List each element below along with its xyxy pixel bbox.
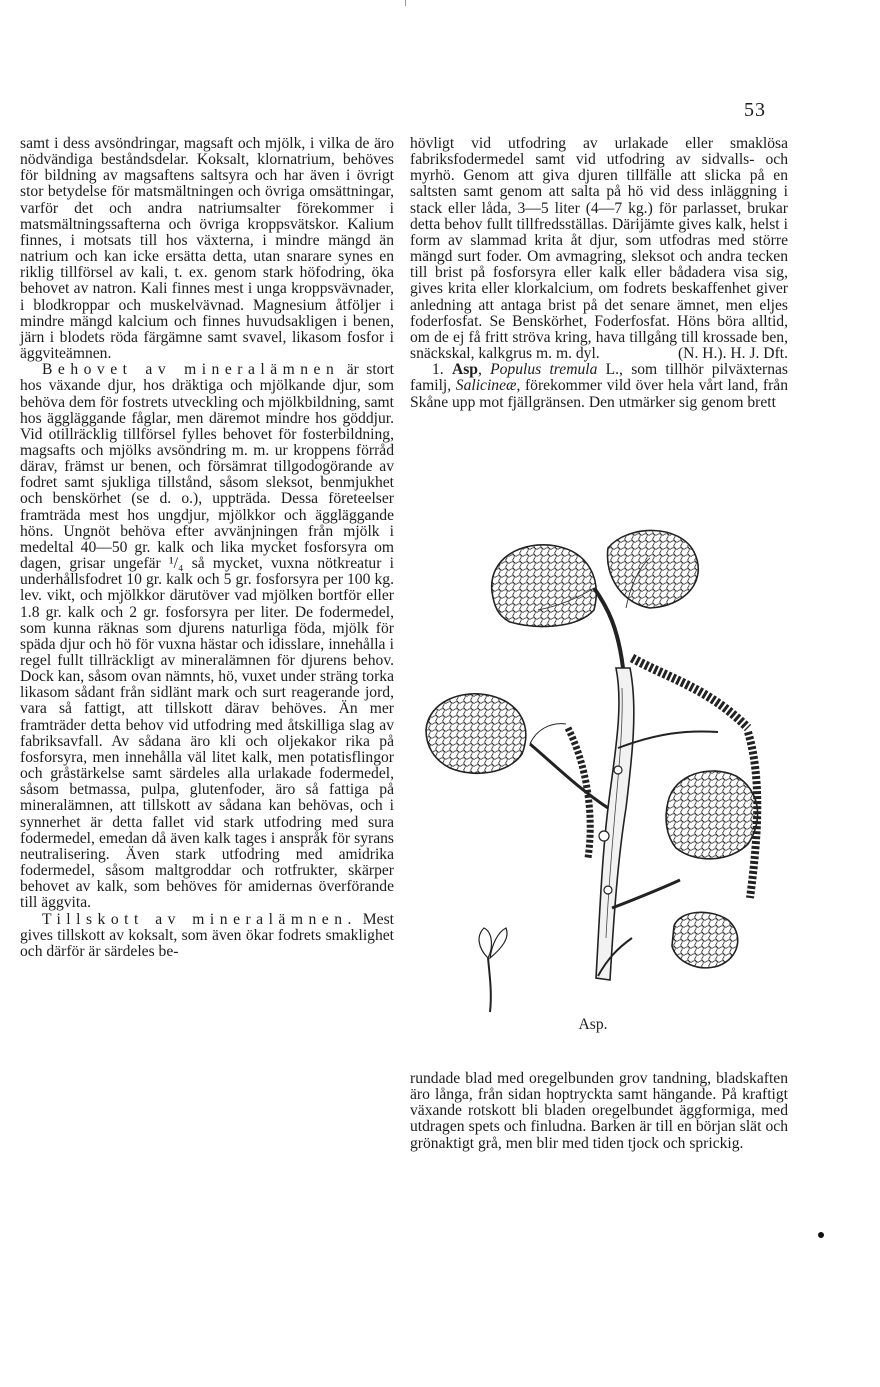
leaves	[426, 530, 758, 967]
paragraph-mineral-supplement-body: Mest gives tillskott av koksalt, som även ökar fodrets smaklighet och därför är särdeles be-	[20, 910, 394, 960]
paragraph-continuation-body: hövligt vid utfodring av urlakade eller smaklösa fabriksfodermedel samt vid utfodring av sidvalls- och myrhö. Genom att giva djuren tillfälle att slicka på en saltsten samt genom att salta på hö vid dess inläggning i stack eller låda, 3—5 liter (4—7 kg.) för parlasset, brukar detta behov fullt tillfredsställas. Därijämte gives kalk, helst i form av slammad krita åt djur, som utfodras med större mängd surt foder. Om avmagring, sleksot och andra tecken till brist på fosforsyra eller kalk eller bådadera visa sig, gives krita eller klorkalcium, om fodrets beskaffenhet giver anledning att antaga brist på det senare ämnet, men eljes foderfosfat. Se Benskörhet, Foderfosfat. Höns böra alltid, om de ej få fritt ströva kring, hava tillgång till krossade ben, snäckskal, kalkgrus m. m. dyl.	[410, 135, 788, 363]
entry-author: L., som tillhör pilväxternas familj,	[410, 361, 788, 395]
entry-latin-name: Populus tremula	[490, 361, 598, 379]
entry-description: , förekommer vild över hela vårt land, från Skåne upp mot fjällgränsen. Den utmärker sig genom brett	[410, 377, 788, 411]
entry-number: 1.	[432, 361, 452, 379]
paragraph-aspen-description: rundade blad med oregelbunden grov tandning, bladskaften äro långa, från sidan hoptryckta samt hängande. På kraftigt växande rotskott bli bladen oregelbundet äggformiga, med utdragen spets och finludna. Barken är till en början slät och grönaktigt grå, men blir med tiden tjock och sprickig.	[410, 1070, 788, 1152]
entry-family: Salicineæ	[455, 377, 517, 395]
right-column-top	[410, 136, 788, 411]
paragraph-mineral-supplement	[20, 912, 394, 960]
entry-headword: Asp	[451, 361, 478, 379]
seedling	[479, 928, 507, 1012]
section-heading-mineral-need: Behovet av mineralämnen	[42, 361, 340, 379]
aspen-illustration	[418, 518, 778, 1016]
section-heading-mineral-supplement: Tillskott av mineralämnen.	[42, 910, 357, 928]
left-column	[20, 136, 394, 960]
page-fold-mark	[405, 0, 406, 6]
right-column-bottom	[410, 1071, 788, 1152]
paragraph-continuation	[410, 136, 788, 362]
paragraph-mineral-need	[20, 362, 394, 911]
figure-caption: Asp.	[578, 1016, 608, 1033]
page-number: 53	[744, 99, 766, 121]
paragraph-minerals-intro: samt i dess avsöndringar, magsaft och mjölk, i vilka de äro nödvändiga beståndsdelar. Koksalt, klornatrium, behöves för bildning av magsaftens saltsyra och har även i övrigt stor betydelse för matsmältningen och övriga omsättningar, varför det och andra natriumsalter förekommer i matsmältningssafterna och övriga kroppsvätskor. Kalium finnes, i motsats till hos växterna, i mindre mängd än natrium och kan icke ersätta detta, utan snarare synes en riklig tillförsel av kali, t. ex. genom stark höfodring, öka behovet av natron. Kali finnes mest i unga kroppsvävnader, i blodkroppar och muskelvävnad. Magnesium åtföljer i mindre mängd kalcium och finnes huvudsakligen i benen, järn i blodets röda färgämne samt svavel, likasom fosfor i äggviteämnen.	[20, 135, 394, 363]
entry-asp	[410, 362, 788, 410]
entry-separator: ,	[477, 361, 491, 379]
paragraph-mineral-need-body: är stort hos växande djur, hos dräktiga och mjölkande djur, som behöva dem för fostrets utveckling och mjölkbildning, samt hos äggläggande fåglar, men däremot mindre hos göddjur. Vid otillräcklig tillförsel fylles behovet för fosterbildning, magsafts och mjölks avsöndring m. m. ur kroppens förråd därav, främst ur benen, och försämrat tillgodogörande av fodret samt sjukliga tillstånd, såsom sleksot, benmjukhet och benskörhet (se d. o.), uppträda. Dessa företeelser framträda mest hos ungdjur, mjölkkor och äggläggande höns. Ungnöt behöva efter avvänjningen från mjölk i medeltal 40—50 gr. kalk och lika mycket fosforsyra om dagen, grisar ungefär ¹/₄ så mycket, vuxna nötkreatur i underhållsfodret 10 gr. kalk och 5 gr. fosforsyra per 100 kg. lev. vikt, och mjölkkor därutöver vad mjölken bortför eller 1.8 gr. kalk och 2 gr. fosforsyra per liter. De fodermedel, som kunna räknas som djurens naturliga föda, mjölk för späda djur och hö för vuxna hästar och idisslare, innehålla i regel fullt tillräckligt av mineralämnen för djurens behov. Dock kan, såsom ovan nämnts, hö, vuxet under sträng torka likasom sådant från sidlänt mark och surt reagerande jord, vara så fattigt, att tillskott därav behöves. Än mer framträder detta behov vid utfodring med åtskilliga slag av fabriksavfall. Av sådana äro kli och oljekakor rika på fosforsyra, men innehålla väl litet kalk, men potatisflingor och gråstärkelse samt särdeles alla urlakade fodermedel, såsom betmassa, pulpa, glutenfoder, äro så fattiga på mineralämnen, att tillskott av sådana kan behövas, och i synnerhet är detta fallet vid stark utfodring med sura fodermedel, emedan då även kalk tages i anspråk för syrans neutralisering. Även stark utfodring med amidrika fodermedel, såsom maltgroddar och rotfrukter, skärper behovet av kalk, som behöves för amidernas överförande till äggvita.	[20, 361, 394, 912]
author-signature: (N. H.). H. J. Dft.	[677, 345, 788, 363]
ink-dot	[818, 1232, 824, 1238]
